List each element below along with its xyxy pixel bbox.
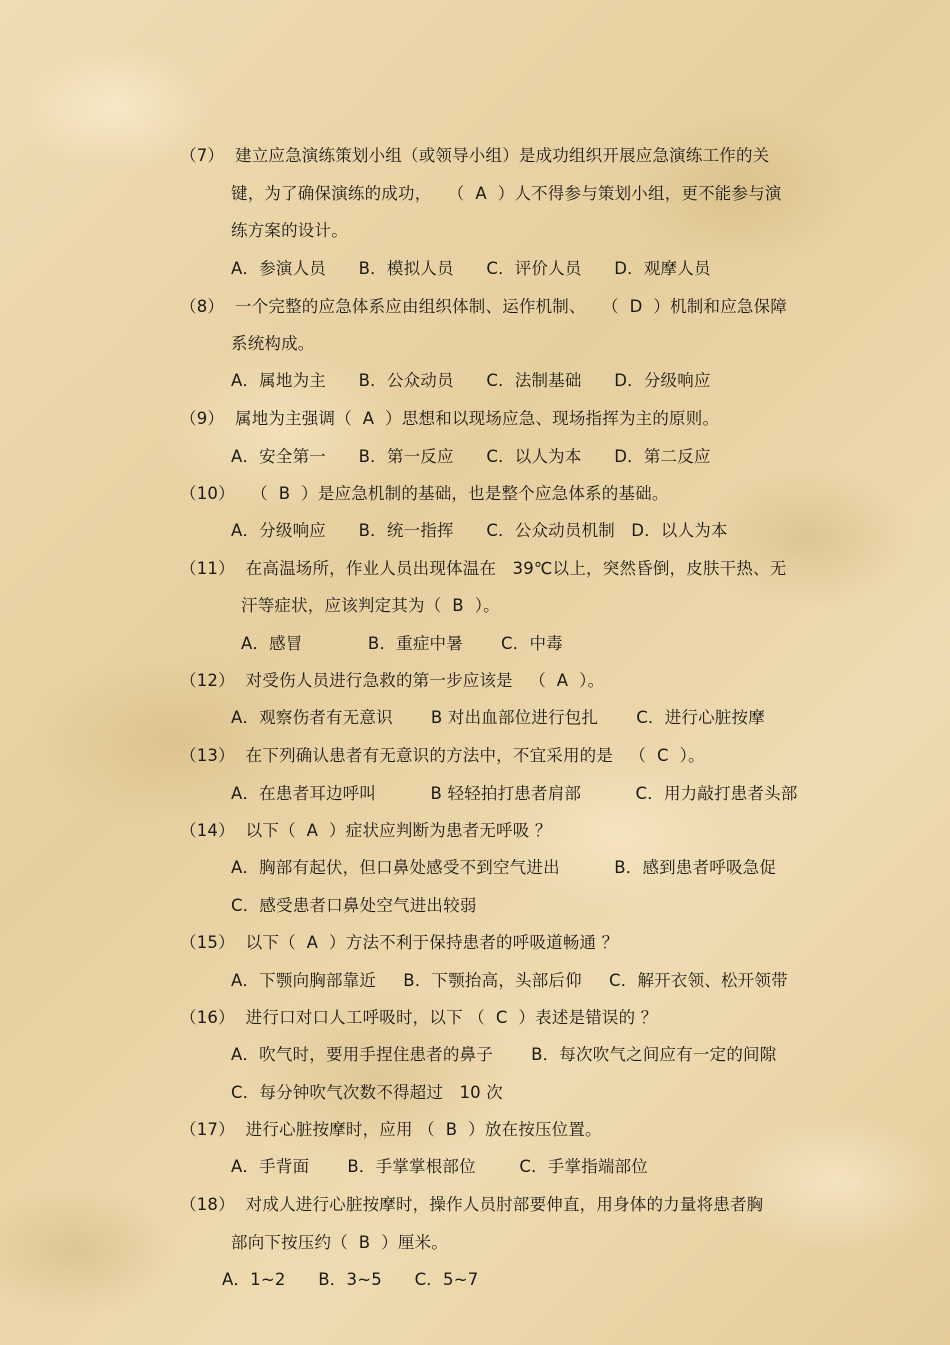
question-9-options: A．安全第一 B．第一反应 C．以人为本 D．第二反应 [231,447,711,466]
question-7-line-3: 练方案的设计。 [231,221,348,240]
question-8-options: A．属地为主 B．公众动员 C．法制基础 D．分级响应 [231,371,711,390]
question-11-line-1: （11） 在高温场所，作业人员出现体温在 39℃以上，突然昏倒，皮肤干热、无 [180,559,787,578]
question-12-options: A．观察伤者有无意识 B 对出血部位进行包扎 C．进行心脏按摩 [231,708,765,727]
question-17-line-1: （17） 进行心脏按摩时，应用 （ B ）放在按压位置。 [180,1120,602,1139]
question-12-line-1: （12） 对受伤人员进行急救的第一步应该是 （ A ）。 [180,671,605,690]
question-17-options: A．手背面 B．手掌掌根部位 C．手掌指端部位 [231,1157,649,1176]
question-14-options-1: A．胸部有起伏，但口鼻处感受不到空气进出 B．感到患者呼吸急促 [231,858,777,877]
question-7-options: A．参演人员 B．模拟人员 C．评价人员 D．观摩人员 [231,259,711,278]
question-11-line-2: 汗等症状，应该判定其为（ B ）。 [241,596,500,615]
question-7-line-2: 键，为了确保演练的成功， （ A ）人不得参与策划小组，更不能参与演 [231,184,782,203]
question-8-line-1: （8） 一个完整的应急体系应由组织体制、运作机制、 （ D ）机制和应急保障 [180,297,788,316]
question-13-line-1: （13） 在下列确认患者有无意识的方法中，不宜采用的是 （ C ）。 [180,746,705,765]
question-10-line-1: （10） （ B ）是应急机制的基础，也是整个应急体系的基础。 [180,484,669,503]
question-7-line-1: （7） 建立应急演练策划小组（或领导小组）是成功组织开展应急演练工作的关 [180,146,770,165]
question-10-options: A．分级响应 B．统一指挥 C．公众动员机制 D．以人为本 [231,521,728,540]
question-13-options: A．在患者耳边呼叫 B 轻轻拍打患者肩部 C．用力敲打患者头部 [231,784,798,803]
question-18-line-1: （18） 对成人进行心脏按摩时，操作人员肘部要伸直，用身体的力量将患者胸 [180,1195,764,1214]
question-14-line-1: （14） 以下（ A ）症状应判断为患者无呼吸 ？ [180,821,552,840]
question-16-options-1: A．吹气时，要用手捏住患者的鼻子 B．每次吹气之间应有一定的间隙 [231,1045,777,1064]
question-18-options: A．1~2 B．3~5 C．5~7 [222,1270,479,1289]
question-15-options: A．下颚向胸部靠近 B．下颚抬高，头部后仰 C．解开衣领、松开领带 [231,971,788,990]
question-16-options-2: C．每分钟吹气次数不得超过 10 次 [231,1083,503,1102]
question-16-line-1: （16） 进行口对口人工呼吸时，以下 （ C ）表述是错误的 ？ [180,1008,658,1027]
question-18-line-2: 部向下按压约（ B ）厘米。 [231,1233,448,1252]
question-9-line-1: （9） 属地为主强调（ A ）思想和以现场应急、现场指挥为主的原则。 [180,409,720,428]
question-8-line-2: 系统构成。 [231,334,315,353]
question-11-options: A．感冒 B．重症中暑 C．中毒 [241,634,563,653]
question-15-line-1: （15） 以下（ A ）方法不利于保持患者的呼吸道畅通 ？ [180,933,619,952]
question-14-options-2: C．感受患者口鼻处空气进出较弱 [231,896,477,915]
